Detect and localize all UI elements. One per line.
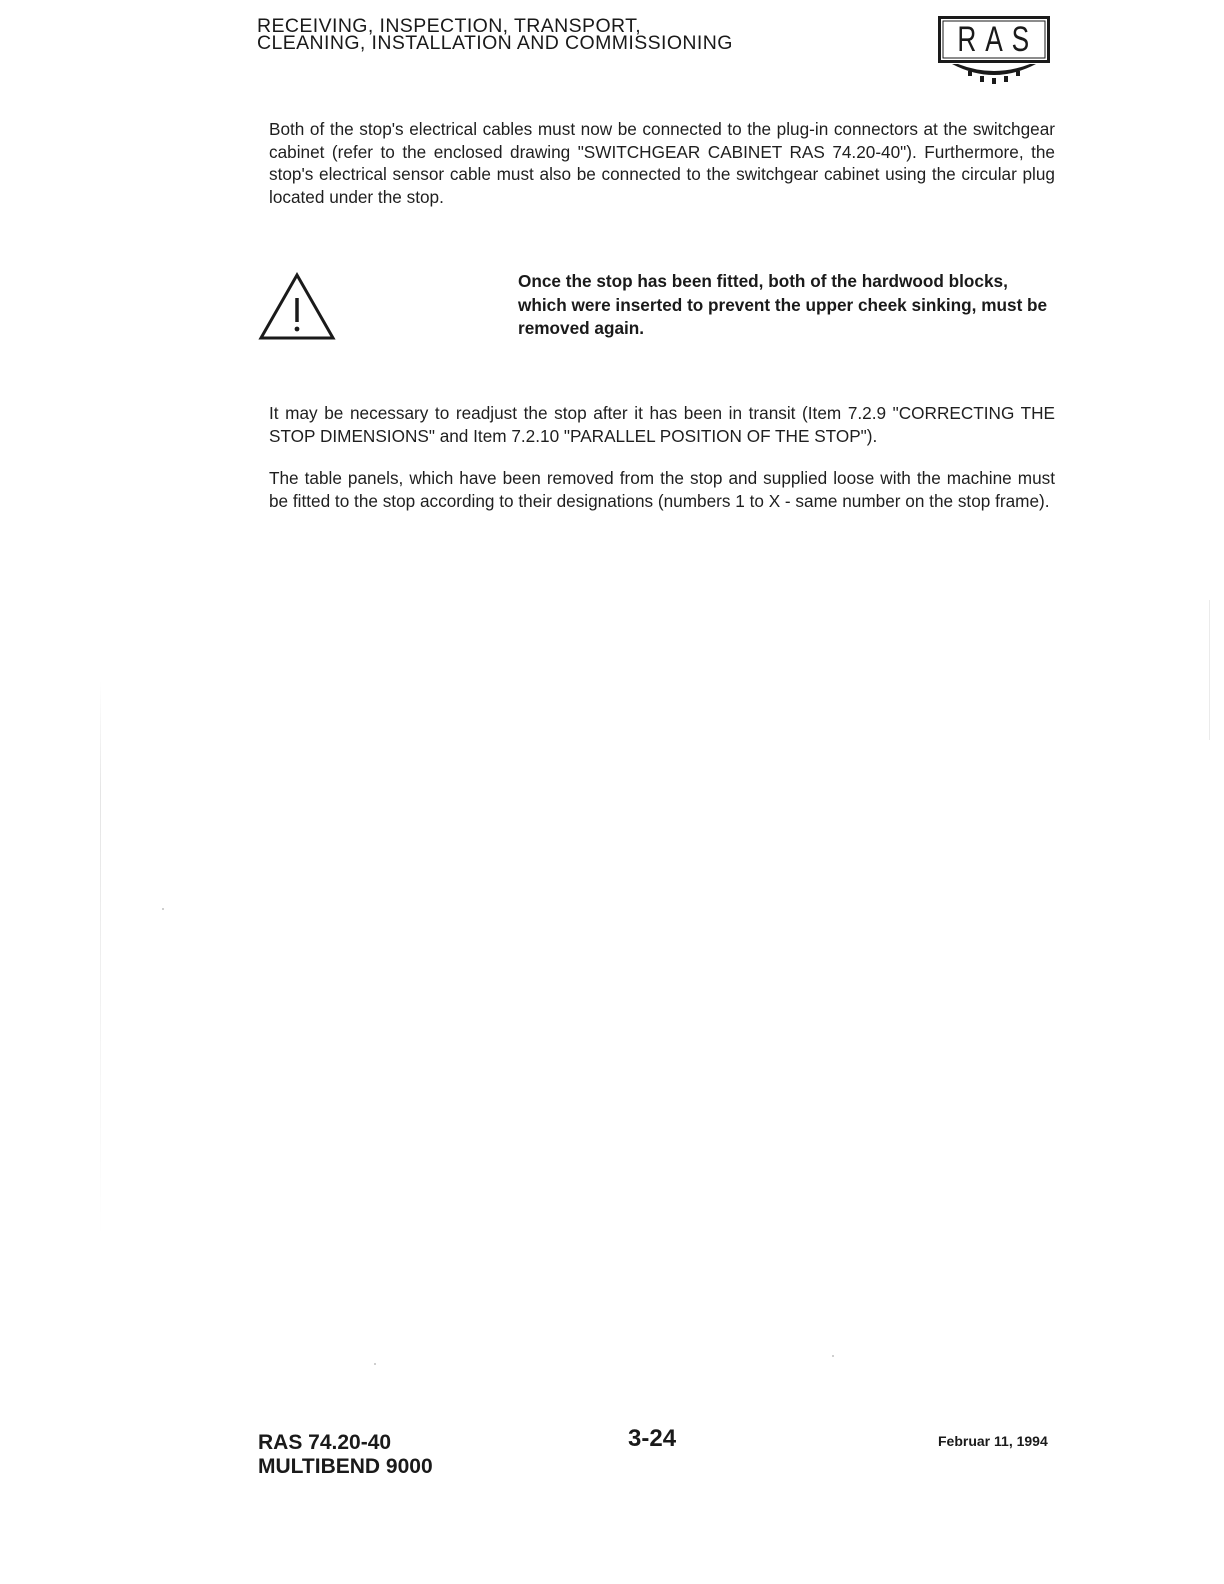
ras-logo xyxy=(938,16,1054,88)
footer-page-number: 3-24 xyxy=(628,1425,677,1452)
footer-document-id xyxy=(258,1431,433,1479)
paragraph-electrical-cables: Both of the stop's electrical cables must now be connected to the plug-in connectors at the switchgear cabinet (refer to the enclosed drawing "SWITCHGEAR CABINET RAS 74.20-40"). Furthermore, the stop's electrical sensor cable must also be connected to the switchgear cabinet using the circular plug located under the stop. xyxy=(269,119,1055,207)
header-title-line-1: RECEIVING, INSPECTION, TRANSPORT, xyxy=(257,15,642,37)
scan-edge-artifact xyxy=(100,680,101,1240)
scan-speck xyxy=(832,1355,834,1357)
paragraph-readjust-stop: It may be necessary to readjust the stop after it has been in transit (Item 7.2.9 "CORRECTING THE STOP DIMENSIONS" and Item 7.2.10 "PARALLEL POSITION OF THE STOP"). xyxy=(269,403,1055,446)
scan-speck xyxy=(162,908,164,910)
footer-doc-number: RAS 74.20-40 xyxy=(258,1431,392,1454)
warning-notice-text: Once the stop has been fitted, both of the hardwood blocks, which were inserted to prevent the upper cheek sinking, must be removed again. xyxy=(518,271,1048,338)
warning-triangle-icon xyxy=(258,272,336,340)
scan-speck xyxy=(374,1363,376,1365)
logo-lettering: R A S xyxy=(957,20,1031,59)
scan-edge-artifact-right xyxy=(1209,600,1210,740)
header-title-line-2: CLEANING, INSTALLATION AND COMMISSIONING xyxy=(257,32,733,54)
footer-machine-name: MULTIBEND 9000 xyxy=(258,1455,433,1478)
page-header-title xyxy=(257,15,857,54)
footer-date: Februar 11, 1994 xyxy=(938,1433,1048,1449)
paragraph-table-panels: The table panels, which have been removed from the stop and supplied loose with the machine must be fitted to the stop according to their designations (numbers 1 to X - same number on the stop frame). xyxy=(269,468,1055,511)
